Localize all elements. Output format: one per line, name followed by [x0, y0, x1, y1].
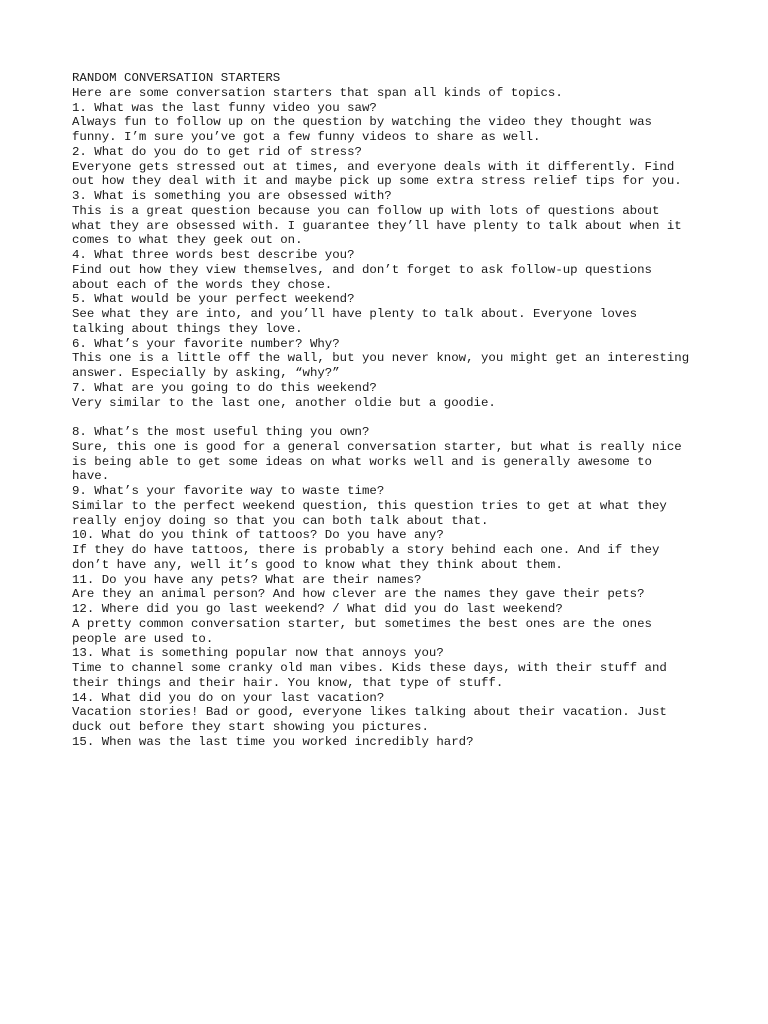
answer-12-line-2: people are used to. — [72, 631, 214, 646]
question-8: 8. What’s the most useful thing you own? — [72, 425, 370, 439]
question-13: 13. What is something popular now that annoys you? — [72, 646, 444, 661]
answer-12-line-1: A pretty common conversation starter, but sometimes the best ones are the ones — [72, 616, 652, 631]
question-2: 2. What do you do to get rid of stress? — [72, 144, 362, 159]
answer-2-line-1: Everyone gets stressed out at times, and everyone deals with it differently. Find — [72, 159, 675, 174]
answer-13-line-1: Time to channel some cranky old man vibes. Kids these days, with their stuff and — [72, 661, 667, 675]
answer-10-line-2: don’t have any, well it’s good to know what they think about them. — [72, 557, 563, 572]
answer-3-line-3: comes to what they geek out on. — [72, 233, 303, 248]
document-title: RANDOM CONVERSATION STARTERS — [72, 71, 281, 85]
question-3: 3. What is something you are obsessed with? — [72, 189, 392, 203]
answer-7-line-1: Very similar to the last one, another oldie but a goodie. — [72, 395, 496, 410]
answer-6-line-2: answer. Especially by asking, “why?” — [72, 366, 340, 380]
answer-1-line-1: Always fun to follow up on the question by watching the video they thought was — [72, 115, 652, 130]
answer-14-line-2: duck out before they start showing you pictures. — [72, 720, 429, 734]
answer-3-line-2: what they are obsessed with. I guarantee they’ll have plenty to talk about when it — [72, 218, 682, 233]
answer-9-line-1: Similar to the perfect weekend question, this question tries to get at what they — [72, 498, 667, 513]
question-5: 5. What would be your perfect weekend? — [72, 292, 355, 307]
answer-5-line-2: talking about things they love. — [72, 321, 303, 336]
answer-13-line-2: their things and their hair. You know, that type of stuff. — [72, 675, 504, 690]
question-1: 1. What was the last funny video you saw? — [72, 100, 377, 115]
question-6: 6. What’s your favorite number? Why? — [72, 336, 340, 351]
question-12: 12. Where did you go last weekend? / What did you do last weekend? — [72, 602, 563, 616]
answer-2-line-2: out how they deal with it and maybe pick up some extra stress relief tips for you. — [72, 174, 682, 189]
document-page — [72, 71, 712, 750]
answer-8-line-3: have. — [72, 469, 110, 484]
answer-5-line-1: See what they are into, and you’ll have plenty to talk about. Everyone loves — [72, 307, 638, 321]
blank-line — [72, 410, 712, 425]
answer-10-line-1: If they do have tattoos, there is probably a story behind each one. And if they — [72, 543, 660, 557]
question-14: 14. What did you do on your last vacation? — [72, 690, 385, 705]
question-15: 15. When was the last time you worked incredibly hard? — [72, 734, 474, 749]
question-9: 9. What’s your favorite way to waste time? — [72, 484, 385, 498]
answer-4-line-1: Find out how they view themselves, and don’t forget to ask follow-up questions — [72, 262, 652, 277]
answer-1-line-2: funny. I’m sure you’ve got a few funny videos to share as well. — [72, 130, 541, 144]
answer-8-line-1: Sure, this one is good for a general conversation starter, but what is really nice — [72, 439, 682, 454]
answer-11-line-1: Are they an animal person? And how clever are the names they gave their pets? — [72, 587, 645, 602]
answer-9-line-2: really enjoy doing so that you can both talk about that. — [72, 513, 489, 528]
question-10: 10. What do you think of tattoos? Do you have any? — [72, 528, 444, 543]
intro-text: Here are some conversation starters that span all kinds of topics. — [72, 85, 563, 100]
answer-8-line-2: is being able to get some ideas on what works well and is generally awesome to — [72, 454, 652, 469]
question-4: 4. What three words best describe you? — [72, 248, 355, 262]
question-11: 11. Do you have any pets? What are their names? — [72, 572, 422, 587]
answer-3-line-1: This is a great question because you can follow up with lots of questions about — [72, 203, 660, 218]
answer-14-line-1: Vacation stories! Bad or good, everyone likes talking about their vacation. Just — [72, 705, 667, 720]
answer-4-line-2: about each of the words they chose. — [72, 277, 333, 292]
answer-6-line-1: This one is a little off the wall, but you never know, you might get an interesting — [72, 351, 690, 366]
question-7: 7. What are you going to do this weekend? — [72, 380, 377, 395]
